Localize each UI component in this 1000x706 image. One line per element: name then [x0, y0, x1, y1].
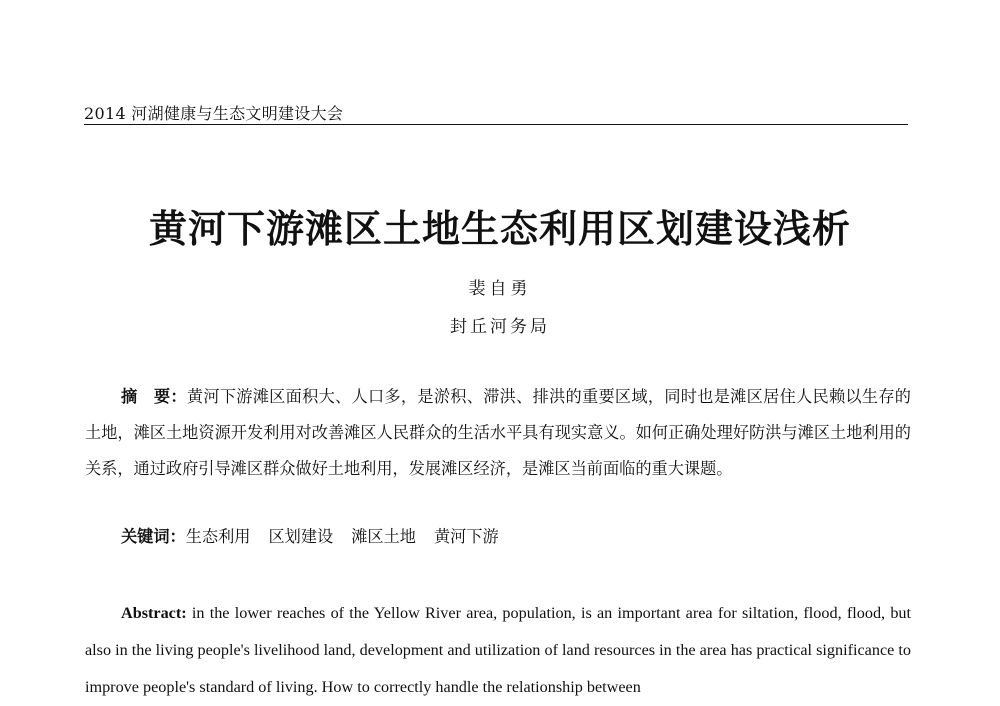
paper-title: 黄河下游滩区土地生态利用区划建设浅析: [148, 206, 851, 251]
abstract-cn-body: 黄河下游滩区面积大、人口多，是淤积、滞洪、排洪的重要区域，同时也是滩区居住人民赖以生存的土地，滩区土地资源开发利用对改善滩区人民群众的生活水平具有现实意义。如何正确处理好防洪与滩区土地利用的关系，通过政府引导滩区群众做好土地利用，发展滩区经济，是滩区当前面临的重大课题。: [85, 387, 911, 478]
abstract-chinese: [85, 379, 911, 487]
author-affiliation: 封丘河务局: [450, 317, 550, 337]
running-header: [84, 98, 908, 125]
keywords-label: 关键词：: [121, 527, 186, 546]
abstract-en-body: in the lower reaches of the Yellow River area, population, is an important area for siltation, flood, flood, but also in the living people's livelihood land, development and utilization of land resources in the area has practical significance to improve people's standard of living. How to correctly handle the relationship between: [85, 604, 912, 696]
keyword-item: 区划建设: [268, 527, 334, 546]
keyword-item: 滩区土地: [351, 527, 416, 546]
conference-name: 2014 河湖健康与生态文明建设大会: [84, 104, 344, 123]
keywords-line: [121, 523, 517, 547]
abstract-english: [85, 595, 911, 706]
abstract-en-label: Abstract:: [121, 604, 187, 622]
author-name: 裴自勇: [468, 279, 532, 299]
abstract-cn-label: 摘 要：: [121, 387, 187, 406]
keyword-item: 生态利用: [185, 527, 251, 546]
keyword-item: 黄河下游: [434, 527, 499, 546]
